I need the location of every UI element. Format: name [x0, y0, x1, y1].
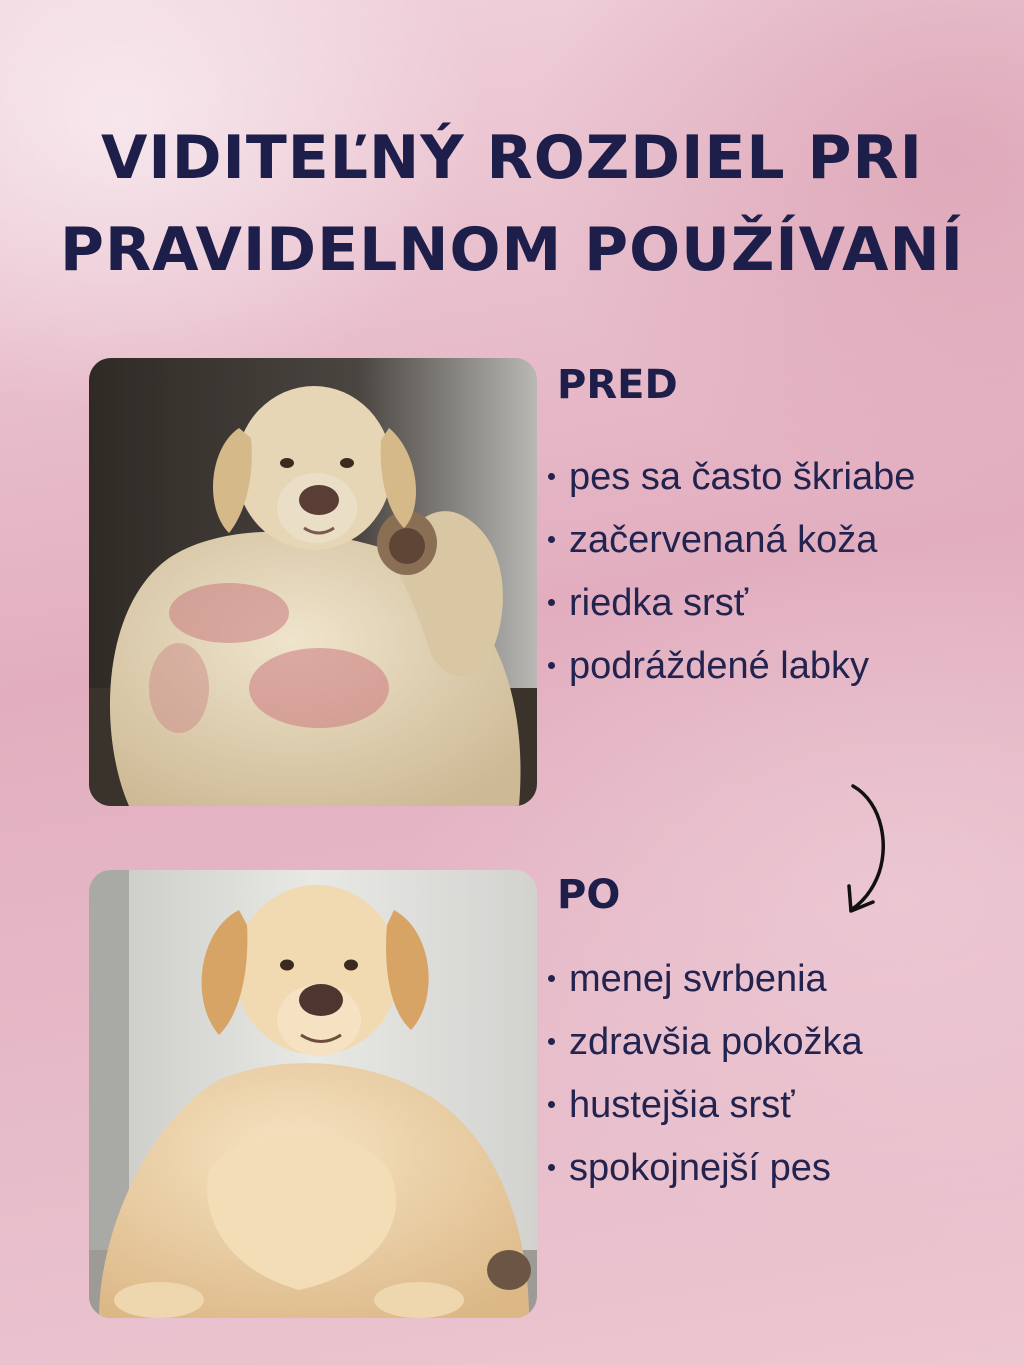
bullet-dot-icon [548, 975, 555, 982]
list-item: spokojnejší pes [545, 1137, 863, 1200]
list-item: začervenaná koža [545, 509, 915, 572]
bullet-dot-icon [548, 1164, 555, 1171]
bullet-dot-icon [548, 473, 555, 480]
after-heading: PO [557, 872, 621, 918]
bullet-dot-icon [548, 662, 555, 669]
list-item: menej svrbenia [545, 948, 863, 1011]
before-dog-photo [89, 358, 537, 806]
list-item: riedka srsť [545, 572, 915, 635]
after-dog-photo [89, 870, 537, 1318]
list-item: podráždené labky [545, 635, 915, 698]
title-line-2: PRAVIDELNOM POUŽÍVANÍ [59, 215, 964, 285]
before-heading: PRED [557, 362, 678, 408]
after-list [545, 948, 863, 1200]
list-item: pes sa často škriabe [545, 446, 915, 509]
bullet-dot-icon [548, 1101, 555, 1108]
before-list [545, 446, 915, 698]
curved-arrow-down-icon [835, 778, 905, 918]
title-line-1: VIDITEĽNÝ ROZDIEL PRI [100, 123, 924, 193]
bullet-dot-icon [548, 536, 555, 543]
bullet-dot-icon [548, 1038, 555, 1045]
list-item: hustejšia srsť [545, 1074, 863, 1137]
list-item: zdravšia pokožka [545, 1011, 863, 1074]
page-title [0, 112, 1024, 296]
bullet-dot-icon [548, 599, 555, 606]
